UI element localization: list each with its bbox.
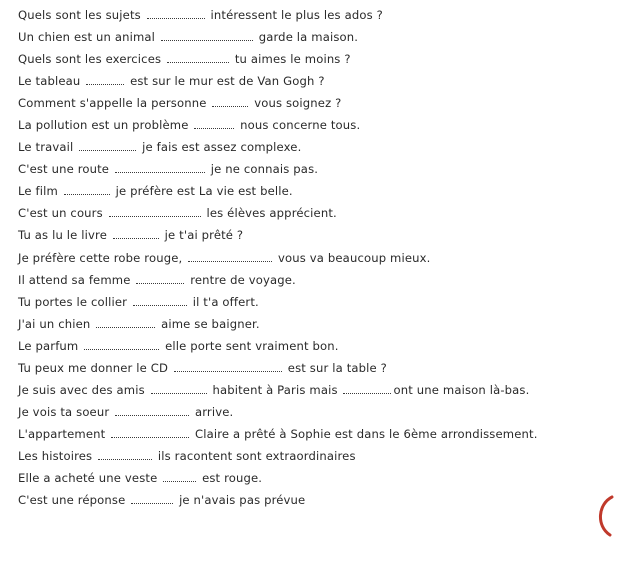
sentence-text-after: je ne connais pas. bbox=[210, 162, 319, 177]
sentence-line bbox=[18, 401, 538, 423]
sentence-text-before: Le parfum bbox=[18, 338, 79, 353]
blank-space bbox=[174, 362, 282, 372]
blank-space bbox=[131, 494, 173, 504]
sentence-line bbox=[18, 114, 538, 136]
sentence-line bbox=[18, 269, 538, 291]
sentence-text-before: Il attend sa femme bbox=[18, 272, 131, 287]
sentence-text-after: nous concerne tous. bbox=[240, 118, 361, 133]
sentence-line bbox=[18, 247, 538, 269]
sentence-text-before: Un chien est un animal bbox=[18, 30, 156, 45]
blank-space bbox=[136, 274, 184, 284]
sentence-line bbox=[18, 379, 538, 401]
sentence-text-before: Tu as lu le livre bbox=[18, 228, 107, 243]
sentence-line bbox=[18, 136, 538, 158]
sentence-line bbox=[18, 158, 538, 180]
sentence-line bbox=[18, 445, 538, 467]
sentence-text-before: Le travail bbox=[18, 140, 74, 155]
blank-space bbox=[79, 141, 136, 151]
sentence-text-middle: habitent à Paris mais bbox=[212, 382, 338, 397]
sentence-text-before: La pollution est un problème bbox=[18, 118, 189, 133]
blank-space bbox=[147, 9, 205, 19]
sentence-text-after: intéressent le plus les ados ? bbox=[210, 8, 383, 22]
sentence-line bbox=[18, 291, 538, 313]
blank-space bbox=[151, 384, 207, 394]
blank-space bbox=[115, 163, 205, 173]
blank-space bbox=[188, 252, 272, 262]
sentence-text-before: Elle a acheté une veste bbox=[18, 470, 158, 485]
sentence-text-before: Je préfère cette robe rouge, bbox=[18, 250, 183, 265]
sentence-text-before: J'ai un chien bbox=[18, 316, 91, 331]
sentence-line bbox=[18, 224, 538, 246]
blank-space bbox=[133, 296, 187, 306]
sentence-text-before: Comment s'appelle la personne bbox=[18, 96, 207, 111]
sentence-text-after: je t'ai prêté ? bbox=[164, 228, 244, 243]
sentence-line bbox=[18, 70, 538, 92]
sentence-text-before: Tu peux me donner le CD bbox=[18, 360, 169, 375]
blank-space bbox=[343, 384, 391, 394]
sentence-text-before: Je vois ta soeur bbox=[18, 404, 110, 419]
sentence-line bbox=[18, 489, 538, 511]
sentence-line bbox=[18, 423, 538, 445]
sentence-text-before: Tu portes le collier bbox=[18, 294, 128, 309]
blank-space bbox=[111, 428, 189, 438]
sentence-text-before: Je suis avec des amis bbox=[18, 382, 145, 397]
blank-space bbox=[98, 450, 152, 460]
sentence-text-after: Claire a prêté à Sophie est dans le 6ème arrondissement. bbox=[194, 426, 538, 441]
sentence-text-after: aime se baigner. bbox=[161, 316, 260, 331]
sentence-line bbox=[18, 467, 538, 489]
sentence-line bbox=[18, 48, 538, 70]
sentence-text-after: tu aimes le moins ? bbox=[234, 52, 351, 67]
sentence-text-after: est sur le mur est de Van Gogh ? bbox=[130, 74, 325, 89]
blank-space bbox=[109, 207, 201, 217]
blank-space bbox=[115, 406, 189, 416]
sentence-text-before: Le tableau bbox=[18, 74, 81, 89]
sentence-text-after: je préfère est La vie est belle. bbox=[115, 184, 293, 199]
decorative-bracket-icon bbox=[590, 494, 616, 538]
sentence-text-after: est sur la table ? bbox=[287, 360, 387, 375]
sentence-text-after: rentre de voyage. bbox=[190, 272, 296, 287]
sentence-text-before: Le film bbox=[18, 184, 58, 199]
blank-space bbox=[194, 119, 234, 129]
blank-space bbox=[64, 185, 110, 195]
sentence-text-after: vous soignez ? bbox=[254, 96, 342, 111]
sentence-text-after: les élèves apprécient. bbox=[206, 206, 337, 221]
sentence-line bbox=[18, 92, 538, 114]
sentence-text-after: ont une maison là-bas. bbox=[393, 382, 530, 397]
sentence-text-after: je fais est assez complexe. bbox=[142, 140, 302, 155]
sentence-line bbox=[18, 335, 538, 357]
sentence-text-after: arrive. bbox=[194, 404, 234, 419]
sentence-text-before: C'est une réponse bbox=[18, 493, 126, 508]
blank-space bbox=[86, 75, 124, 85]
sentence-line bbox=[18, 26, 538, 48]
sentence-text-after: elle porte sent vraiment bon. bbox=[165, 338, 339, 353]
blank-space bbox=[84, 340, 159, 350]
sentence-text-before: C'est une route bbox=[18, 162, 110, 177]
sentence-text-after: vous va beaucoup mieux. bbox=[278, 250, 431, 265]
blank-space bbox=[113, 229, 159, 239]
sentence-line bbox=[18, 357, 538, 379]
sentence-text-after: garde la maison. bbox=[258, 30, 359, 45]
sentence-line bbox=[18, 4, 538, 26]
blank-space bbox=[212, 97, 248, 107]
sentence-line bbox=[18, 313, 538, 335]
sentence-text-after: est rouge. bbox=[202, 470, 263, 485]
sentence-text-after: ils racontent sont extraordinaires bbox=[157, 448, 356, 463]
blank-space bbox=[167, 53, 229, 63]
sentence-text-after: il t'a offert. bbox=[192, 294, 259, 309]
blank-space bbox=[161, 31, 253, 41]
sentence-list bbox=[18, 4, 538, 511]
sentence-line bbox=[18, 180, 538, 202]
sentence-text-before: L'appartement bbox=[18, 426, 106, 441]
sentence-text-before: Les histoires bbox=[18, 448, 93, 463]
sentence-line bbox=[18, 202, 538, 224]
sentence-text-before: C'est un cours bbox=[18, 206, 103, 221]
blank-space bbox=[163, 472, 196, 482]
blank-space bbox=[96, 318, 155, 328]
sentence-text-after: je n'avais pas prévue bbox=[179, 493, 306, 508]
sentence-text-before: Quels sont les exercices bbox=[18, 52, 162, 67]
sentence-text-before: Quels sont les sujets bbox=[18, 8, 141, 22]
